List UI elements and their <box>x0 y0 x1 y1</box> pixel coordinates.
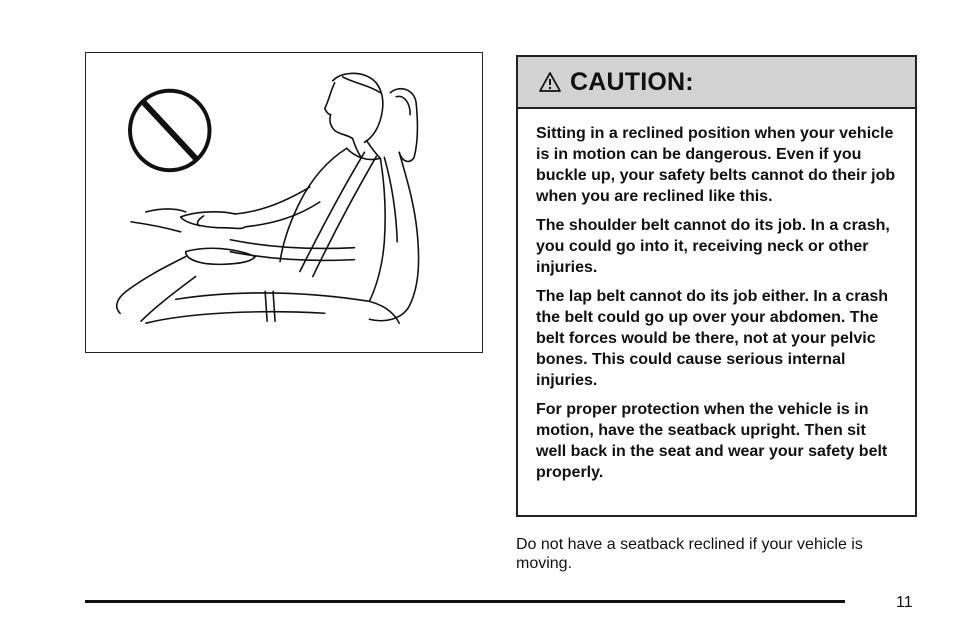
no-symbol-icon <box>130 91 209 170</box>
warning-triangle-icon <box>538 71 562 93</box>
caution-paragraph: For proper protection when the vehicle is in motion, have the seatback upright. Then sit well back in the seat and wear your safety belt properly. <box>536 401 888 481</box>
caution-paragraph: Sitting in a reclined position when your vehicle is in motion can be dangerous. Even if you buckle up, your safety belts cannot do their job when you are reclined like this. <box>536 125 896 205</box>
caution-body <box>518 109 915 483</box>
caution-box <box>516 55 917 517</box>
page-number: 11 <box>896 594 913 611</box>
reclined-seat-illustration <box>85 52 483 353</box>
caution-paragraph: The shoulder belt cannot do its job. In a crash, you could go into it, receiving neck or other injuries. <box>536 217 890 276</box>
body-note: Do not have a seatback reclined if your vehicle is moving. <box>516 536 863 572</box>
caution-paragraph: The lap belt cannot do its job either. In a crash the belt could go up over your abdomen. The belt forces would be there, not at your pelvic bones. This could cause serious internal injuries. <box>536 288 889 389</box>
reclined-passenger-drawing <box>86 53 482 352</box>
caution-title: CAUTION: <box>570 67 694 96</box>
footer-rule <box>85 600 845 603</box>
caution-header <box>518 57 915 109</box>
